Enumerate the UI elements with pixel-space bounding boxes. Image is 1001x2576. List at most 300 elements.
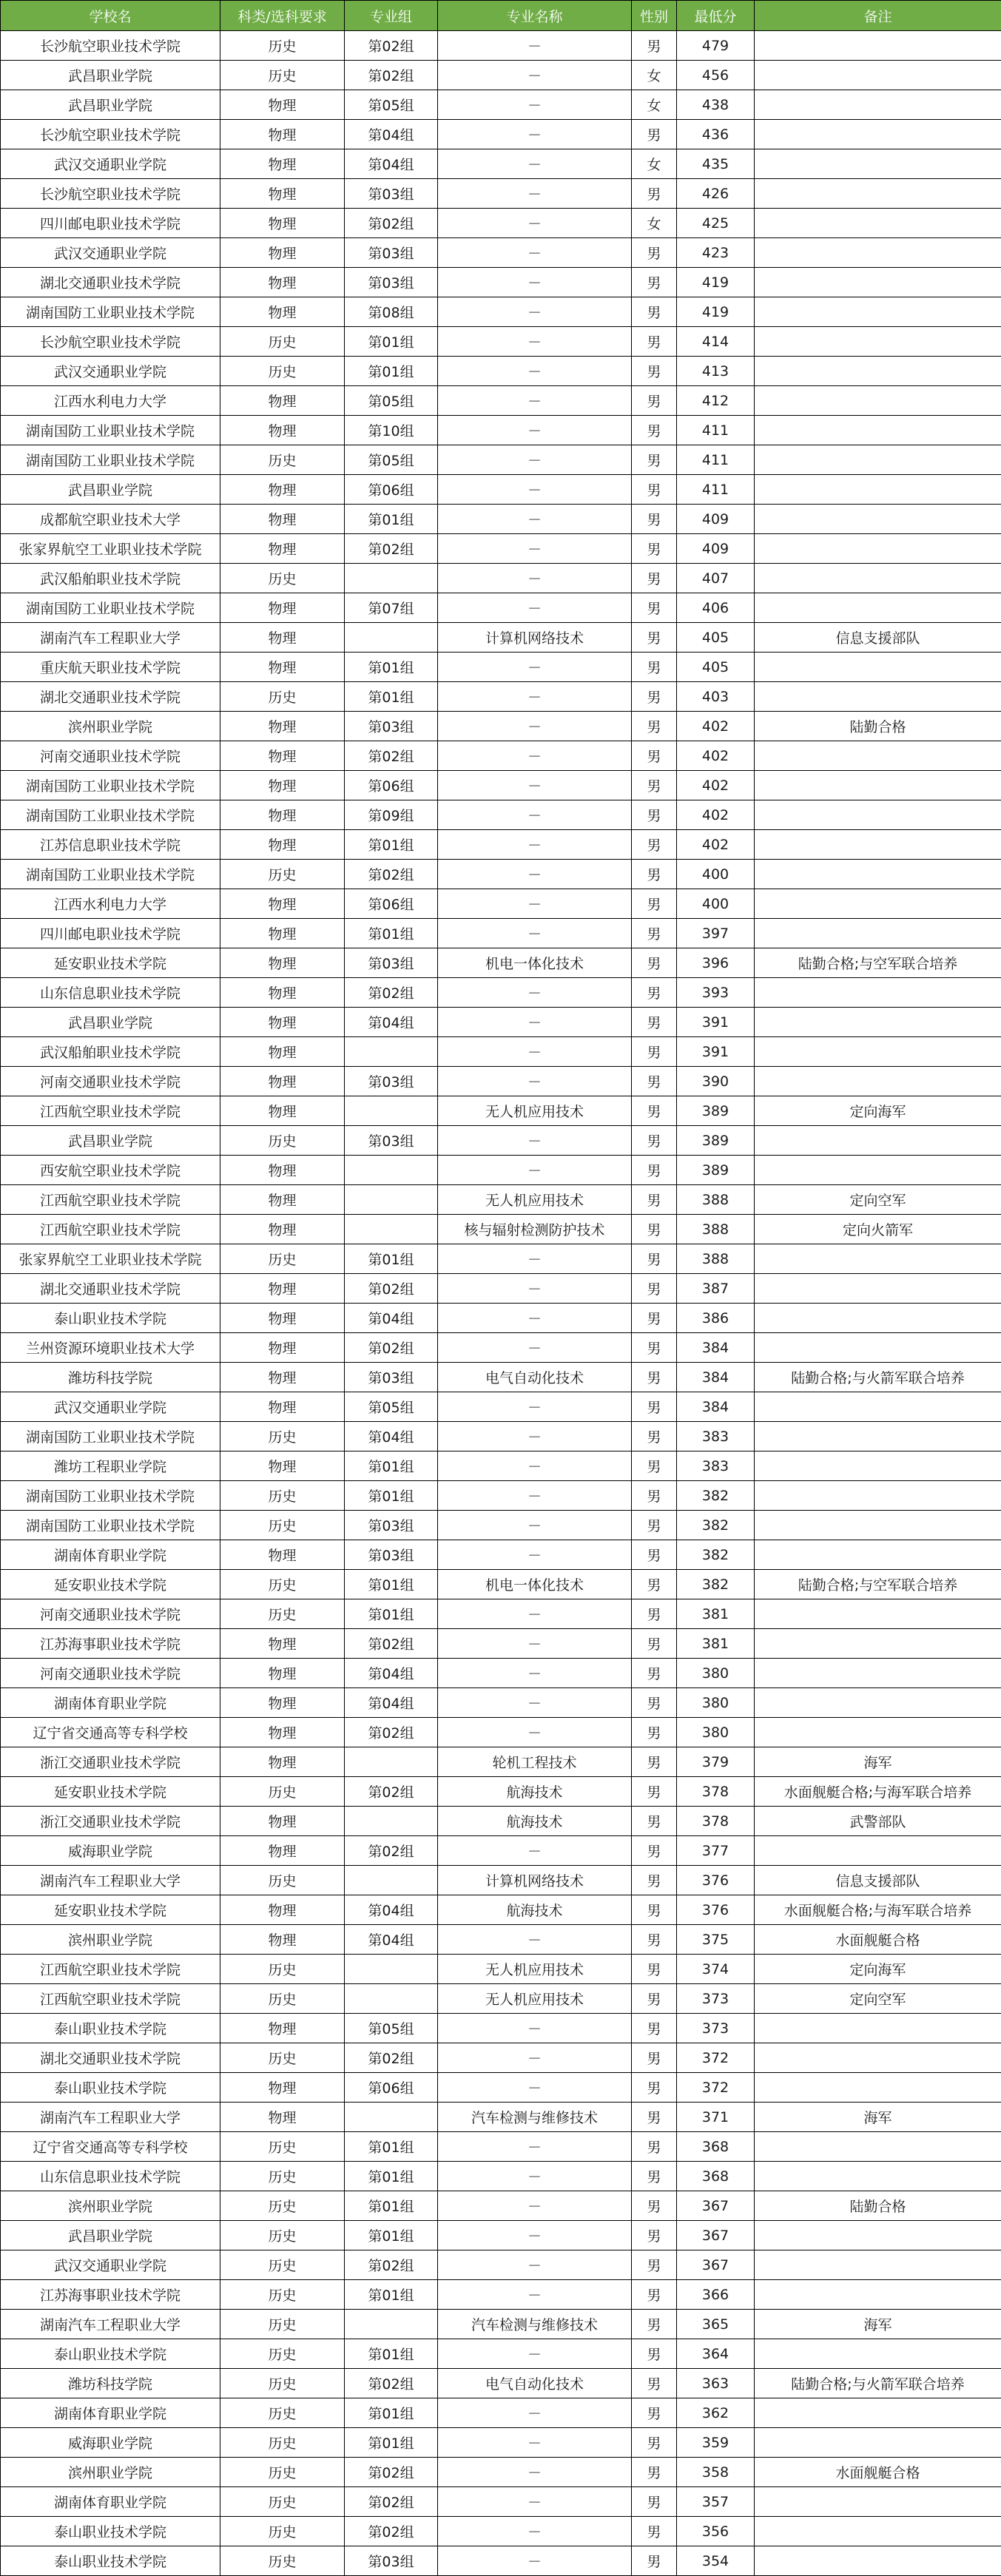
cell-gender: 男 — [632, 1659, 677, 1688]
cell-group: 第02组 — [345, 2458, 438, 2487]
cell-gender: 男 — [632, 1037, 677, 1067]
cell-min-score: 407 — [677, 564, 755, 593]
table-row — [1, 2458, 1001, 2487]
cell-school: 江西水利电力大学 — [1, 386, 220, 416]
table-row — [1, 1067, 1001, 1096]
cell-school: 张家界航空工业职业技术学院 — [1, 534, 220, 564]
table-row — [1, 712, 1001, 741]
cell-min-score: 359 — [677, 2428, 755, 2458]
table-row — [1, 1629, 1001, 1659]
table-row — [1, 149, 1001, 179]
cell-min-score: 368 — [677, 2132, 755, 2162]
cell-group — [345, 623, 438, 653]
cell-note — [755, 653, 1001, 682]
cell-group: 第01组 — [345, 653, 438, 682]
cell-major: － — [438, 2487, 632, 2517]
cell-school: 张家界航空工业职业技术学院 — [1, 1244, 220, 1274]
cell-school: 湖南体育职业学院 — [1, 1688, 220, 1718]
cell-note — [755, 2546, 1001, 2576]
cell-major: － — [438, 2517, 632, 2546]
cell-note — [755, 2162, 1001, 2191]
cell-subject: 物理 — [220, 830, 345, 860]
cell-subject: 物理 — [220, 1747, 345, 1777]
cell-school: 湖南汽车工程职业大学 — [1, 1866, 220, 1895]
cell-subject: 历史 — [220, 1570, 345, 1599]
cell-note — [755, 1629, 1001, 1659]
cell-group: 第03组 — [345, 712, 438, 741]
cell-school: 河南交通职业技术学院 — [1, 1599, 220, 1629]
cell-subject: 物理 — [220, 1688, 345, 1718]
cell-major: － — [438, 534, 632, 564]
cell-major: － — [438, 712, 632, 741]
cell-note — [755, 2250, 1001, 2280]
cell-min-score: 366 — [677, 2280, 755, 2310]
cell-note: 定向空军 — [755, 1185, 1001, 1215]
cell-group: 第04组 — [345, 1925, 438, 1955]
header-min-score: 最低分 — [677, 1, 755, 31]
cell-group — [345, 1866, 438, 1895]
table-row — [1, 682, 1001, 712]
cell-gender: 男 — [632, 564, 677, 593]
table-row — [1, 623, 1001, 653]
cell-min-score: 365 — [677, 2310, 755, 2339]
cell-min-score: 400 — [677, 889, 755, 919]
cell-subject: 历史 — [220, 1244, 345, 1274]
cell-major: － — [438, 209, 632, 238]
cell-min-score: 391 — [677, 1008, 755, 1037]
cell-school: 武汉船舶职业技术学院 — [1, 1037, 220, 1067]
cell-min-score: 389 — [677, 1156, 755, 1185]
cell-min-score: 406 — [677, 593, 755, 623]
cell-major: － — [438, 564, 632, 593]
cell-note — [755, 1274, 1001, 1304]
cell-group: 第03组 — [345, 238, 438, 268]
cell-group — [345, 1096, 438, 1126]
cell-note — [755, 1067, 1001, 1096]
cell-group: 第02组 — [345, 1333, 438, 1363]
cell-subject: 历史 — [220, 2310, 345, 2339]
cell-major: 无人机应用技术 — [438, 1096, 632, 1126]
cell-school: 江西航空职业技术学院 — [1, 1955, 220, 1984]
table-row — [1, 2398, 1001, 2428]
cell-subject: 历史 — [220, 1511, 345, 1540]
cell-group: 第02组 — [345, 1718, 438, 1747]
cell-group: 第01组 — [345, 2428, 438, 2458]
cell-min-score: 354 — [677, 2546, 755, 2576]
cell-major: － — [438, 741, 632, 771]
cell-note: 水面舰艇合格;与海军联合培养 — [755, 1777, 1001, 1807]
cell-major: － — [438, 1067, 632, 1096]
cell-subject: 物理 — [220, 179, 345, 209]
cell-min-score: 409 — [677, 505, 755, 534]
cell-group: 第02组 — [345, 1629, 438, 1659]
cell-major: － — [438, 297, 632, 327]
cell-min-score: 402 — [677, 741, 755, 771]
cell-min-score: 438 — [677, 90, 755, 120]
cell-major: － — [438, 268, 632, 297]
cell-major: － — [438, 1422, 632, 1451]
cell-major: － — [438, 120, 632, 149]
cell-subject: 历史 — [220, 2487, 345, 2517]
table-row — [1, 209, 1001, 238]
cell-subject: 历史 — [220, 2369, 345, 2398]
cell-min-score: 367 — [677, 2221, 755, 2250]
table-row — [1, 1925, 1001, 1955]
cell-major: 汽车检测与维修技术 — [438, 2103, 632, 2132]
cell-group: 第01组 — [345, 919, 438, 948]
cell-note — [755, 771, 1001, 800]
cell-note — [755, 889, 1001, 919]
cell-school: 成都航空职业技术大学 — [1, 505, 220, 534]
cell-gender: 男 — [632, 2014, 677, 2043]
cell-subject: 历史 — [220, 2546, 345, 2576]
cell-gender: 男 — [632, 1008, 677, 1037]
table-row — [1, 1274, 1001, 1304]
cell-group: 第02组 — [345, 978, 438, 1008]
cell-subject: 历史 — [220, 1955, 345, 1984]
cell-major: － — [438, 445, 632, 475]
cell-note — [755, 1037, 1001, 1067]
cell-gender: 男 — [632, 1067, 677, 1096]
cell-school: 湖南国防工业职业技术学院 — [1, 416, 220, 445]
table-row — [1, 2103, 1001, 2132]
cell-group: 第02组 — [345, 741, 438, 771]
cell-school: 湖南国防工业职业技术学院 — [1, 445, 220, 475]
cell-major: 无人机应用技术 — [438, 1955, 632, 1984]
cell-group: 第02组 — [345, 2043, 438, 2073]
cell-min-score: 381 — [677, 1629, 755, 1659]
cell-note — [755, 1422, 1001, 1451]
table-row — [1, 1008, 1001, 1037]
cell-major: － — [438, 357, 632, 386]
cell-min-score: 378 — [677, 1807, 755, 1836]
cell-gender: 男 — [632, 2369, 677, 2398]
cell-gender: 男 — [632, 1688, 677, 1718]
cell-school: 湖南国防工业职业技术学院 — [1, 1481, 220, 1511]
cell-major: － — [438, 31, 632, 61]
cell-subject: 物理 — [220, 800, 345, 830]
cell-gender: 男 — [632, 327, 677, 357]
cell-major: － — [438, 2014, 632, 2043]
cell-subject: 物理 — [220, 948, 345, 978]
cell-subject: 物理 — [220, 149, 345, 179]
cell-note: 海军 — [755, 2103, 1001, 2132]
cell-note: 水面舰艇合格 — [755, 1925, 1001, 1955]
cell-note — [755, 1008, 1001, 1037]
cell-gender: 男 — [632, 919, 677, 948]
table-row — [1, 179, 1001, 209]
cell-min-score: 411 — [677, 416, 755, 445]
cell-major: － — [438, 90, 632, 120]
cell-school: 湖北交通职业技术学院 — [1, 682, 220, 712]
cell-group: 第05组 — [345, 445, 438, 475]
cell-note — [755, 534, 1001, 564]
cell-note — [755, 475, 1001, 505]
cell-min-score: 373 — [677, 2014, 755, 2043]
cell-min-score: 367 — [677, 2191, 755, 2221]
cell-school: 延安职业技术学院 — [1, 1895, 220, 1925]
cell-group: 第02组 — [345, 2250, 438, 2280]
cell-note — [755, 800, 1001, 830]
cell-major: － — [438, 1599, 632, 1629]
cell-school: 威海职业学院 — [1, 1836, 220, 1866]
cell-min-score: 372 — [677, 2073, 755, 2103]
cell-min-score: 382 — [677, 1540, 755, 1570]
cell-gender: 男 — [632, 1392, 677, 1422]
cell-min-score: 387 — [677, 1274, 755, 1304]
cell-subject: 物理 — [220, 623, 345, 653]
table-row — [1, 741, 1001, 771]
table-row — [1, 1244, 1001, 1274]
table-row — [1, 800, 1001, 830]
cell-group: 第01组 — [345, 1570, 438, 1599]
cell-major: 核与辐射检测防护技术 — [438, 1215, 632, 1244]
cell-major: － — [438, 1540, 632, 1570]
cell-min-score: 368 — [677, 2162, 755, 2191]
cell-subject: 物理 — [220, 268, 345, 297]
cell-min-score: 411 — [677, 475, 755, 505]
cell-gender: 男 — [632, 1777, 677, 1807]
cell-min-score: 383 — [677, 1451, 755, 1481]
cell-subject: 物理 — [220, 2073, 345, 2103]
cell-school: 武昌职业学院 — [1, 475, 220, 505]
cell-group: 第04组 — [345, 120, 438, 149]
cell-subject: 历史 — [220, 327, 345, 357]
cell-min-score: 396 — [677, 948, 755, 978]
table-row — [1, 1481, 1001, 1511]
cell-note — [755, 564, 1001, 593]
cell-major: － — [438, 2428, 632, 2458]
cell-gender: 男 — [632, 2458, 677, 2487]
cell-school: 武昌职业学院 — [1, 1008, 220, 1037]
cell-gender: 女 — [632, 209, 677, 238]
cell-gender: 男 — [632, 238, 677, 268]
cell-note — [755, 2132, 1001, 2162]
cell-gender: 男 — [632, 1836, 677, 1866]
cell-subject: 历史 — [220, 860, 345, 889]
cell-min-score: 436 — [677, 120, 755, 149]
cell-group — [345, 1807, 438, 1836]
cell-school: 浙江交通职业技术学院 — [1, 1747, 220, 1777]
cell-gender: 男 — [632, 416, 677, 445]
cell-gender: 男 — [632, 741, 677, 771]
cell-major: － — [438, 653, 632, 682]
table-row — [1, 830, 1001, 860]
table-row — [1, 1304, 1001, 1333]
cell-gender: 男 — [632, 2132, 677, 2162]
cell-group: 第04组 — [345, 1688, 438, 1718]
cell-group: 第01组 — [345, 2280, 438, 2310]
cell-min-score: 391 — [677, 1037, 755, 1067]
cell-gender: 男 — [632, 2103, 677, 2132]
cell-note — [755, 120, 1001, 149]
table-row — [1, 1156, 1001, 1185]
cell-gender: 男 — [632, 2339, 677, 2369]
table-row — [1, 1096, 1001, 1126]
header-row — [1, 1, 1001, 31]
cell-subject: 物理 — [220, 1718, 345, 1747]
cell-school: 江西航空职业技术学院 — [1, 1096, 220, 1126]
cell-note — [755, 1511, 1001, 1540]
table-row — [1, 860, 1001, 889]
cell-group: 第03组 — [345, 948, 438, 978]
cell-min-score: 403 — [677, 682, 755, 712]
cell-major: 轮机工程技术 — [438, 1747, 632, 1777]
cell-note: 陆勤合格 — [755, 2191, 1001, 2221]
cell-school: 滨州职业学院 — [1, 712, 220, 741]
cell-group — [345, 1955, 438, 1984]
cell-subject: 物理 — [220, 1215, 345, 1244]
cell-subject: 历史 — [220, 564, 345, 593]
cell-gender: 男 — [632, 1481, 677, 1511]
cell-subject: 物理 — [220, 2014, 345, 2043]
table-row — [1, 297, 1001, 327]
cell-group: 第01组 — [345, 1244, 438, 1274]
cell-major: 航海技术 — [438, 1807, 632, 1836]
cell-min-score: 405 — [677, 653, 755, 682]
cell-major: － — [438, 1836, 632, 1866]
cell-min-score: 379 — [677, 1747, 755, 1777]
cell-min-score: 426 — [677, 179, 755, 209]
cell-school: 武汉交通职业学院 — [1, 238, 220, 268]
cell-group: 第06组 — [345, 771, 438, 800]
cell-gender: 男 — [632, 771, 677, 800]
table-row — [1, 1866, 1001, 1895]
cell-major: － — [438, 2221, 632, 2250]
table-row — [1, 2369, 1001, 2398]
cell-school: 湖南国防工业职业技术学院 — [1, 771, 220, 800]
header-note: 备注 — [755, 1, 1001, 31]
cell-subject: 历史 — [220, 682, 345, 712]
cell-min-score: 356 — [677, 2517, 755, 2546]
table-row — [1, 1777, 1001, 1807]
table-row — [1, 1185, 1001, 1215]
cell-min-score: 384 — [677, 1363, 755, 1392]
cell-gender: 男 — [632, 1422, 677, 1451]
cell-note — [755, 2043, 1001, 2073]
cell-note — [755, 31, 1001, 61]
cell-subject: 历史 — [220, 2132, 345, 2162]
cell-group: 第03组 — [345, 2546, 438, 2576]
cell-min-score: 435 — [677, 149, 755, 179]
cell-group: 第02组 — [345, 31, 438, 61]
cell-subject: 历史 — [220, 1984, 345, 2014]
cell-subject: 物理 — [220, 593, 345, 623]
cell-school: 江西航空职业技术学院 — [1, 1185, 220, 1215]
cell-group: 第01组 — [345, 2162, 438, 2191]
cell-note — [755, 1481, 1001, 1511]
cell-major: － — [438, 2132, 632, 2162]
cell-group — [345, 1747, 438, 1777]
cell-group — [345, 2310, 438, 2339]
cell-major: － — [438, 238, 632, 268]
table-row — [1, 505, 1001, 534]
cell-note — [755, 1126, 1001, 1156]
cell-major: － — [438, 1718, 632, 1747]
cell-school: 湖南国防工业职业技术学院 — [1, 860, 220, 889]
cell-note — [755, 830, 1001, 860]
cell-gender: 男 — [632, 1304, 677, 1333]
cell-school: 武汉船舶职业技术学院 — [1, 564, 220, 593]
cell-group: 第02组 — [345, 2487, 438, 2517]
cell-note — [755, 1304, 1001, 1333]
cell-subject: 历史 — [220, 2221, 345, 2250]
cell-major: － — [438, 179, 632, 209]
cell-major: － — [438, 889, 632, 919]
table-row — [1, 2487, 1001, 2517]
cell-gender: 男 — [632, 1866, 677, 1895]
table-row — [1, 2310, 1001, 2339]
cell-group: 第01组 — [345, 327, 438, 357]
cell-school: 延安职业技术学院 — [1, 948, 220, 978]
cell-note — [755, 357, 1001, 386]
cell-school: 潍坊科技学院 — [1, 2369, 220, 2398]
cell-school: 泰山职业技术学院 — [1, 1304, 220, 1333]
cell-min-score: 390 — [677, 1067, 755, 1096]
cell-major: 计算机网络技术 — [438, 1866, 632, 1895]
cell-group: 第01组 — [345, 2339, 438, 2369]
table-row — [1, 2280, 1001, 2310]
cell-major: － — [438, 860, 632, 889]
cell-subject: 物理 — [220, 534, 345, 564]
cell-subject: 历史 — [220, 2398, 345, 2428]
cell-major: － — [438, 2546, 632, 2576]
cell-note: 定向海军 — [755, 1955, 1001, 1984]
cell-group: 第01组 — [345, 682, 438, 712]
cell-note — [755, 2398, 1001, 2428]
cell-note: 水面舰艇合格;与海军联合培养 — [755, 1895, 1001, 1925]
cell-subject: 物理 — [220, 90, 345, 120]
cell-gender: 男 — [632, 1333, 677, 1363]
cell-min-score: 386 — [677, 1304, 755, 1333]
cell-note — [755, 90, 1001, 120]
table-row — [1, 593, 1001, 623]
cell-major: 航海技术 — [438, 1895, 632, 1925]
table-row — [1, 2073, 1001, 2103]
table-row — [1, 653, 1001, 682]
cell-gender: 男 — [632, 1599, 677, 1629]
table-row — [1, 1215, 1001, 1244]
header-group: 专业组 — [345, 1, 438, 31]
table-row — [1, 2014, 1001, 2043]
table-row — [1, 31, 1001, 61]
cell-major: － — [438, 1244, 632, 1274]
cell-subject: 历史 — [220, 2339, 345, 2369]
cell-note — [755, 1836, 1001, 1866]
cell-school: 湖南国防工业职业技术学院 — [1, 800, 220, 830]
cell-note — [755, 209, 1001, 238]
cell-school: 湖北交通职业技术学院 — [1, 1274, 220, 1304]
cell-subject: 物理 — [220, 416, 345, 445]
cell-group — [345, 1185, 438, 1215]
cell-gender: 男 — [632, 2191, 677, 2221]
cell-subject: 物理 — [220, 653, 345, 682]
cell-group: 第04组 — [345, 1422, 438, 1451]
cell-major: － — [438, 1481, 632, 1511]
cell-gender: 男 — [632, 1540, 677, 1570]
cell-major: － — [438, 1688, 632, 1718]
header-gender: 性别 — [632, 1, 677, 31]
cell-subject: 物理 — [220, 741, 345, 771]
cell-major: 无人机应用技术 — [438, 1984, 632, 2014]
cell-min-score: 374 — [677, 1955, 755, 1984]
cell-note — [755, 505, 1001, 534]
cell-school: 湖南汽车工程职业大学 — [1, 2103, 220, 2132]
cell-school: 泰山职业技术学院 — [1, 2517, 220, 2546]
cell-major: － — [438, 978, 632, 1008]
cell-gender: 男 — [632, 653, 677, 682]
table-row — [1, 1392, 1001, 1422]
